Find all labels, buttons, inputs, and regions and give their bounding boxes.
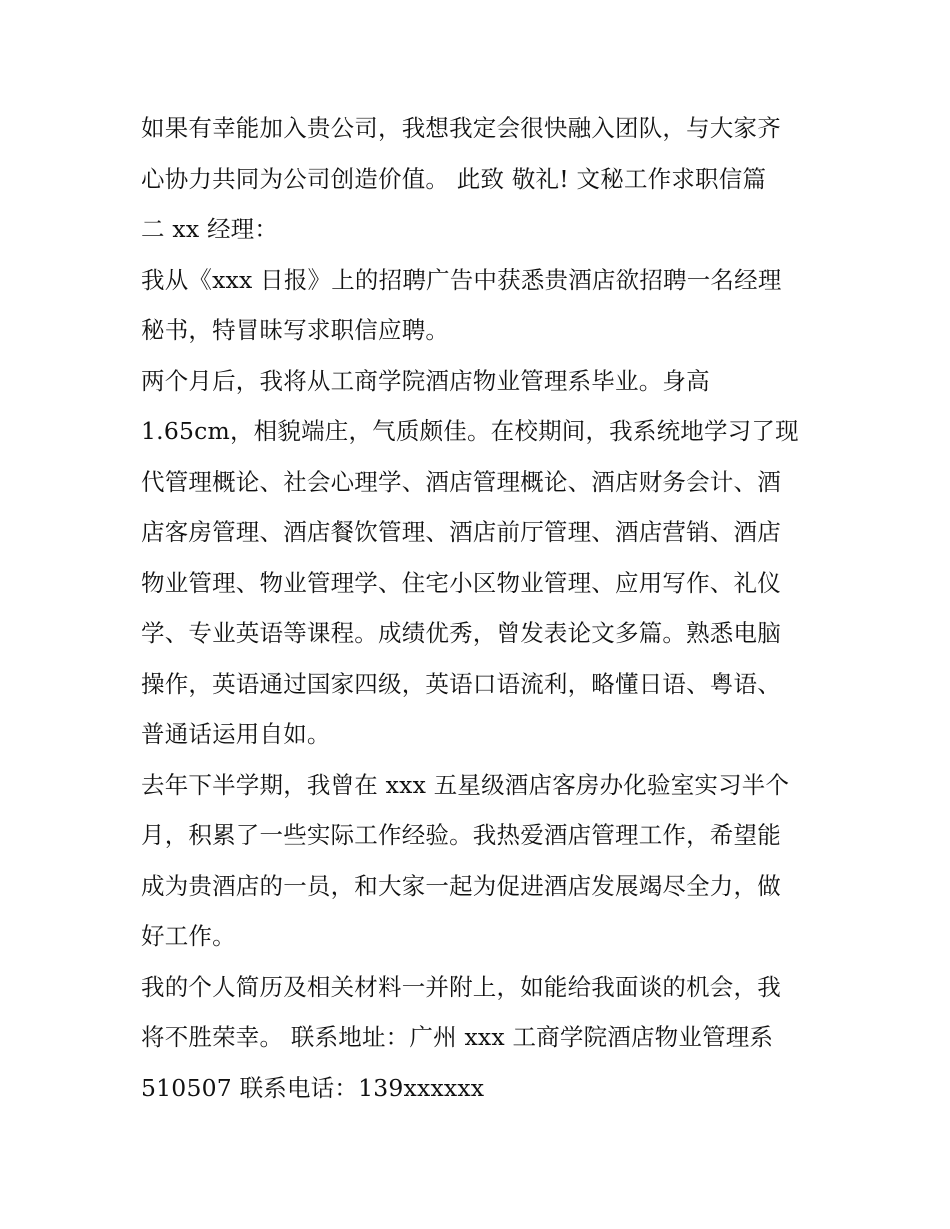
text-line: 好工作。 bbox=[141, 922, 236, 950]
text-line: 学、专业英语等课程。成绩优秀，曾发表论文多篇。熟悉电脑 bbox=[141, 619, 781, 647]
text-line: 如果有幸能加入贵公司，我想我定会很快融入团队，与大家齐 bbox=[141, 114, 781, 142]
text-line: 秘书，特冒昧写求职信应聘。 bbox=[141, 316, 450, 344]
letter-body bbox=[141, 103, 821, 1113]
text-line: 月，积累了一些实际工作经验。我热爱酒店管理工作，希望能 bbox=[141, 821, 781, 849]
text-line: 操作，英语通过国家四级，英语口语流利，略懂日语、粤语、 bbox=[141, 669, 781, 698]
text-line: 二 xx 经理： bbox=[141, 215, 279, 243]
text-line: 510507 联系电话：139xxxxxx bbox=[141, 1073, 485, 1102]
text-line: 普通话运用自如。 bbox=[141, 720, 331, 748]
text-line: 1.65cm，相貌端庄，气质颇佳。在校期间，我系统地学习了现 bbox=[141, 417, 799, 445]
text-line: 代管理概论、社会心理学、酒店管理概论、酒店财务会计、酒 bbox=[141, 467, 781, 496]
text-line: 将不胜荣幸。 联系地址：广州 xxx 工商学院酒店物业管理系 bbox=[141, 1023, 774, 1051]
text-line: 我的个人简历及相关材料一并附上，如能给我面谈的机会，我 bbox=[141, 972, 781, 1001]
text-line: 去年下半学期，我曾在 xxx 五星级酒店客房办化验室实习半个 bbox=[141, 770, 790, 799]
text-line: 物业管理、物业管理学、住宅小区物业管理、应用写作、礼仪 bbox=[141, 568, 781, 597]
text-line: 心协力共同为公司创造价值。 此致 敬礼! 文秘工作求职信篇 bbox=[141, 164, 767, 193]
text-line: 成为贵酒店的一员，和大家一起为促进酒店发展竭尽全力，做 bbox=[141, 871, 781, 900]
text-line: 两个月后，我将从工商学院酒店物业管理系毕业。身高 bbox=[141, 366, 710, 395]
text-line: 店客房管理、酒店餐饮管理、酒店前厅管理、酒店营销、酒店 bbox=[141, 518, 781, 546]
text-line: 我从《xxx 日报》上的招聘广告中获悉贵酒店欲招聘一名经理 bbox=[141, 265, 782, 294]
